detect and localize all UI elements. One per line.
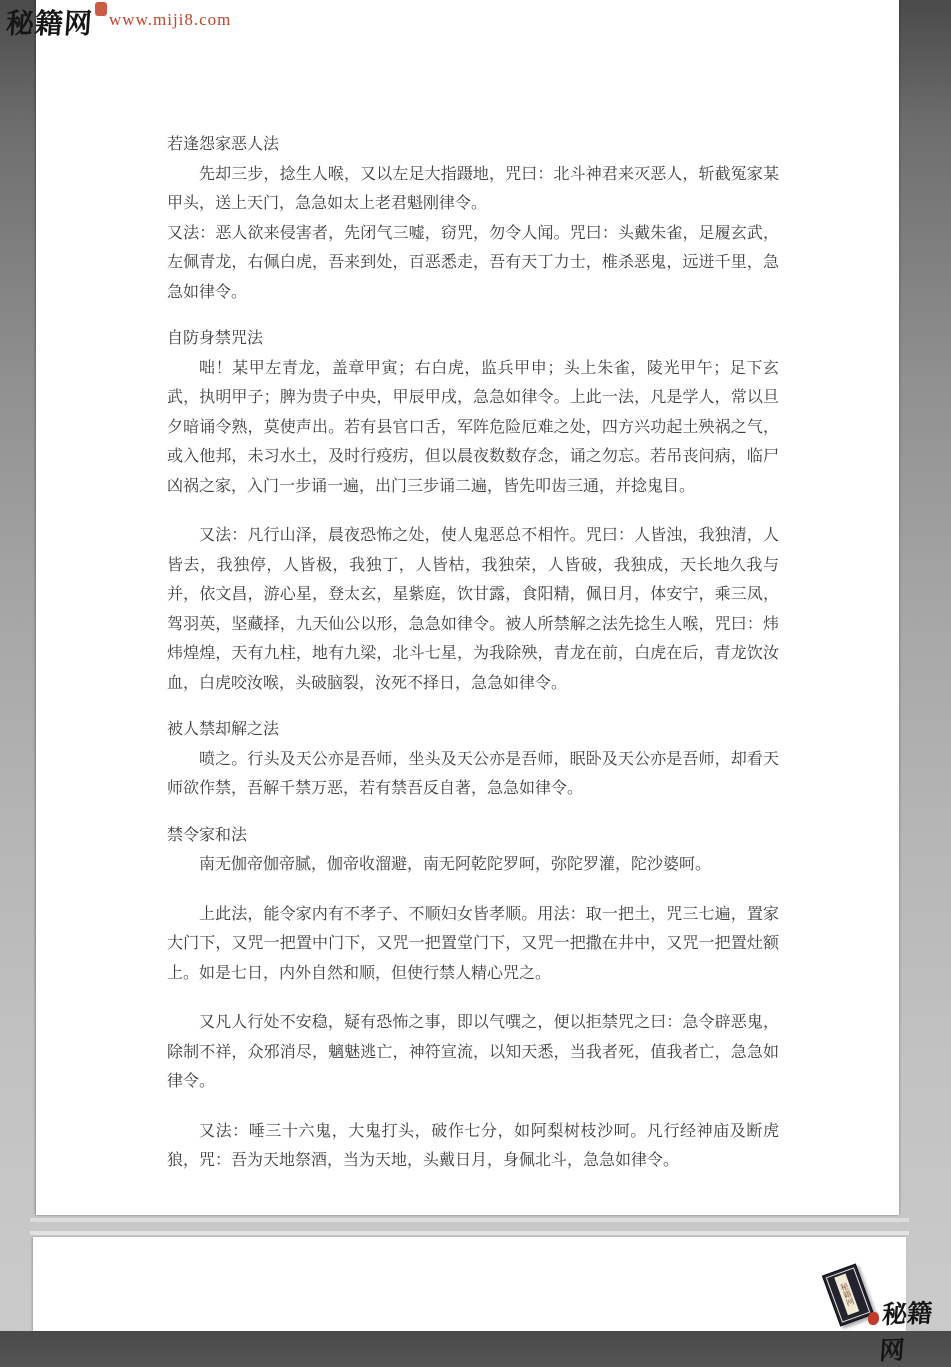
red-seal-icon	[95, 2, 107, 16]
paragraph: 喷之。行头及天公亦是吾师，坐头及天公亦是吾师，眠卧及天公亦是吾师，却看天师欲作禁，吾解千禁万恶，若有禁吾反自著，急急如律令。	[167, 750, 779, 797]
site-url-text: www.miji8.com	[109, 10, 232, 29]
next-page	[33, 1237, 906, 1331]
book-label: 秘籍网	[834, 1274, 859, 1316]
paragraph: 又凡人行处不安稳，疑有恐怖之事，即以气噀之，便以拒禁咒之曰：急令辟恶鬼，除制不祥，众邪消尽，魑魅逃亡，神符宣流，以知天悉，当我者死，值我者亡，急急如律令。	[167, 1014, 779, 1090]
section-heading: 若逢怨家恶人法	[167, 136, 280, 153]
red-seal-icon	[868, 1312, 879, 1325]
paragraph: 咄！某甲左青龙，盖章甲寅；右白虎，监兵甲申；头上朱雀，陵光甲午；足下玄武，执明甲子；脾为贵子中央，甲辰甲戌，急急如律令。上此一法，凡是学人，常以旦夕暗诵令熟，莫使声出。若有县官口舌，军阵危险厄难之处，四方兴功起土殃祸之气，或入他邦，未习水土，及时行疫疠，但以晨夜数数存念，诵之勿忘。若吊丧问病，临尸凶祸之家，入门一步诵一遍，出门三步诵二遍，皆先叩齿三通，并捻鬼目。	[167, 359, 779, 495]
paragraph: 先却三步，捻生人喉，又以左足大指蹑地，咒曰：北斗神君来灭恶人，斩截冤家某甲头，送上天门，急急如太上老君魁刚律令。	[167, 165, 779, 212]
book-icon	[822, 1263, 874, 1326]
paragraph: 又法：唾三十六鬼，大鬼打头，破作七分，如阿梨树枝沙呵。凡行经神庙及断虎狼，咒：吾为天地祭酒，当为天地，头戴日月，身佩北斗，急急如律令。	[167, 1122, 779, 1169]
paragraph: 又法：恶人欲来侵害者，先闭气三嘘，窃咒，勿令人闻。咒曰：头戴朱雀，足履玄武，左佩青龙，右佩白虎，吾来到处，百恶悉走，吾有天丁力士，椎杀恶鬼，远迸千里，急急如律令。	[167, 224, 779, 301]
site-watermark-top	[6, 2, 231, 42]
page-edge-line	[30, 1231, 909, 1235]
site-brand-text: 秘籍网	[4, 9, 94, 40]
site-watermark-bottom	[822, 1262, 951, 1366]
section-heading: 自防身禁咒法	[167, 330, 264, 347]
paragraph: 上此法，能令家内有不孝子、不顺妇女皆孝顺。用法：取一把土，咒三七遍，置家大门下，又咒一把置中门下，又咒一把置堂门下，又咒一把撒在井中，又咒一把置灶额上。如是七日，内外自然和顺，但使行禁人精心咒之。	[167, 905, 779, 982]
section-heading: 被人禁却解之法	[167, 721, 280, 738]
page-edge-line	[30, 1218, 909, 1222]
section-heading: 禁令家和法	[167, 826, 248, 844]
site-brand-text: 秘籍网	[878, 1300, 934, 1366]
document-body	[167, 130, 779, 1176]
paragraph: 又法：凡行山泽，晨夜恐怖之处，使人鬼恶总不相忤。咒曰：人皆浊，我独清，人皆去，我独停，人皆极，我独丁，人皆枯，我独荣，人皆破，我独成，天长地久我与并，依文昌，游心星，登太玄，星紫庭，饮甘露，食阳精，佩日月，体安宁，乘三凤，驾羽英，坚藏择，九天仙公以形，急急如律令。被人所禁解之法先捻生人喉，咒曰：炜炜煌煌，天有九柱，地有九梁，北斗七星，为我除殃，青龙在前，白虎在后，青龙饮汝血，白虎咬汝喉，头破脑裂，汝死不择日，急急如律令。	[167, 527, 779, 692]
paragraph: 南无伽帝伽帝腻，伽帝收溜避，南无阿乾陀罗呵，弥陀罗灌，陀沙婆呵。	[199, 856, 712, 873]
